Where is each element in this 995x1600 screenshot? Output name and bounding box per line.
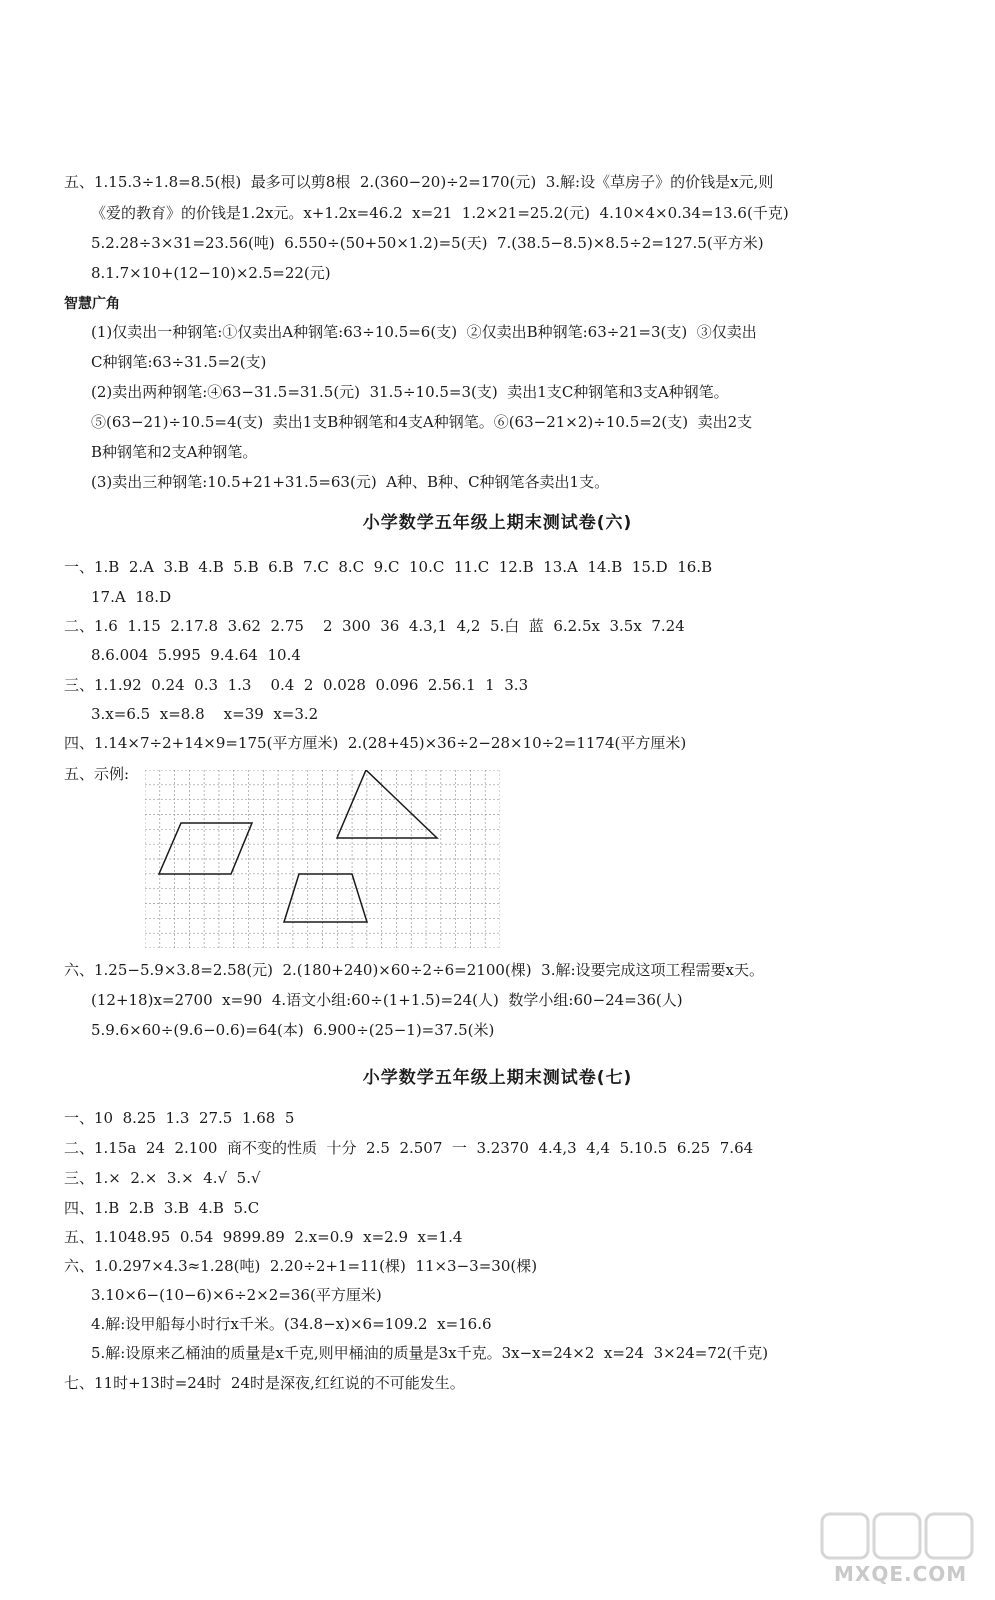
section-five-line-2: 《爱的教育》的价钱是1.2x元。x+1.2x=46.2 x=21 1.2×21=25.2(元) 4.10×4×0.34=13.6(千克) xyxy=(91,204,789,222)
test-seven-part-2: 二、1.15a 24 2.100 商不变的性质 十分 2.5 2.507 一 3.2370 4.4,3 4,4 5.10.5 6.25 7.64 xyxy=(64,1139,754,1157)
test-six-part-6: 六、1.25−5.9×3.8=2.58(元) 2.(180+240)×60÷2÷6=2100(棵) 3.解:设要完成这项工程需要x天。 xyxy=(64,961,764,979)
test-seven-part-4: 四、1.B 2.B 3.B 4.B 5.C xyxy=(64,1199,260,1217)
test-six-part-3-cont: 3.x=6.5 x=8.8 x=39 x=3.2 xyxy=(91,705,319,723)
test-six-part-6-cont-1: (12+18)x=2700 x=90 4.语文小组:60÷(1+1.5)=24(人) 数学小组:60−24=36(人) xyxy=(91,991,683,1009)
wisdom-line-6: (3)卖出三种钢笔:10.5+21+31.5=63(元) A种、B种、C种钢笔各卖出1支。 xyxy=(91,473,610,491)
section-five-line-1: 五、1.15.3÷1.8=8.5(根) 最多可以剪8根 2.(360−20)÷2=170(元) 3.解:设《草房子》的价钱是x元,则 xyxy=(64,173,774,191)
watermark-text: MXQE.COM xyxy=(834,1562,968,1586)
test-six-part-4: 四、1.14×7÷2+14×9=175(平方厘米) 2.(28+45)×36÷2−28×10÷2=1174(平方厘米) xyxy=(64,734,687,752)
wisdom-line-5: B种钢笔和2支A种钢笔。 xyxy=(91,443,258,461)
test-seven-part-6-cont-3: 5.解:设原来乙桶油的质量是x千克,则甲桶油的质量是3x千克。3x−x=24×2 x=24 3×24=72(千克) xyxy=(91,1344,769,1362)
test-seven-part-1: 一、10 8.25 1.3 27.5 1.68 5 xyxy=(64,1109,295,1127)
wisdom-line-2: C种钢笔:63÷31.5=2(支) xyxy=(91,353,267,371)
test-six-part-6-cont-2: 5.9.6×60÷(9.6−0.6)=64(本) 6.900÷(25−1)=37.5(米) xyxy=(91,1021,495,1039)
grid-figure xyxy=(145,770,500,948)
test-seven-part-6-cont-1: 3.10×6−(10−6)×6÷2×2=36(平方厘米) xyxy=(91,1286,382,1304)
test-seven-title: 小学数学五年级上期末测试卷(七) xyxy=(362,1068,633,1088)
test-seven-part-3: 三、1.× 2.× 3.× 4.√ 5.√ xyxy=(64,1169,261,1187)
test-six-part-2: 二、1.6 1.15 2.17.8 3.62 2.75 2 300 36 4.3,1 4,2 5.白 蓝 6.2.5x 3.5x 7.24 xyxy=(64,617,685,635)
parallelogram-shape xyxy=(159,823,252,874)
test-six-part-1: 一、1.B 2.A 3.B 4.B 5.B 6.B 7.C 8.C 9.C 10.C 11.C 12.B 13.A 14.B 15.D 16.B xyxy=(64,558,713,576)
section-five-line-4: 8.1.7×10+(12−10)×2.5=22(元) xyxy=(91,264,331,282)
section-five-line-3: 5.2.28÷3×31=23.56(吨) 6.550÷(50+50×1.2)=5(天) 7.(38.5−8.5)×8.5÷2=127.5(平方米) xyxy=(91,234,764,252)
wisdom-heading: 智慧广角 xyxy=(64,296,120,312)
trapezoid-shape xyxy=(284,874,367,922)
test-six-part-5: 五、示例: xyxy=(64,765,130,783)
wisdom-line-1: (1)仅卖出一种钢笔:①仅卖出A种钢笔:63÷10.5=6(支) ②仅卖出B种钢笔:63÷21=3(支) ③仅卖出 xyxy=(91,323,757,341)
test-six-part-2-cont: 8.6.004 5.995 9.4.64 10.4 xyxy=(91,646,301,664)
test-seven-part-6-cont-2: 4.解:设甲船每小时行x千米。(34.8−x)×6=109.2 x=16.6 xyxy=(91,1315,492,1333)
test-seven-part-5: 五、1.1048.95 0.54 9899.89 2.x=0.9 x=2.9 x=1.4 xyxy=(64,1228,463,1246)
wisdom-line-4: ⑤(63−21)÷10.5=4(支) 卖出1支B种钢笔和4支A种钢笔。⑥(63−21×2)÷10.5=2(支) 卖出2支 xyxy=(91,413,753,431)
wisdom-line-3: (2)卖出两种钢笔:④63−31.5=31.5(元) 31.5÷10.5=3(支) 卖出1支C种钢笔和3支A种钢笔。 xyxy=(91,383,729,401)
test-six-part-1-cont: 17.A 18.D xyxy=(91,588,172,606)
test-seven-part-7: 七、11时+13时=24时 24时是深夜,红红说的不可能发生。 xyxy=(64,1374,465,1392)
test-six-part-3: 三、1.1.92 0.24 0.3 1.3 0.4 2 0.028 0.096 2.56.1 1 3.3 xyxy=(64,676,529,694)
test-seven-part-6: 六、1.0.297×4.3≈1.28(吨) 2.20÷2+1=11(棵) 11×3−3=30(棵) xyxy=(64,1257,538,1275)
test-six-title: 小学数学五年级上期末测试卷(六) xyxy=(362,513,633,533)
